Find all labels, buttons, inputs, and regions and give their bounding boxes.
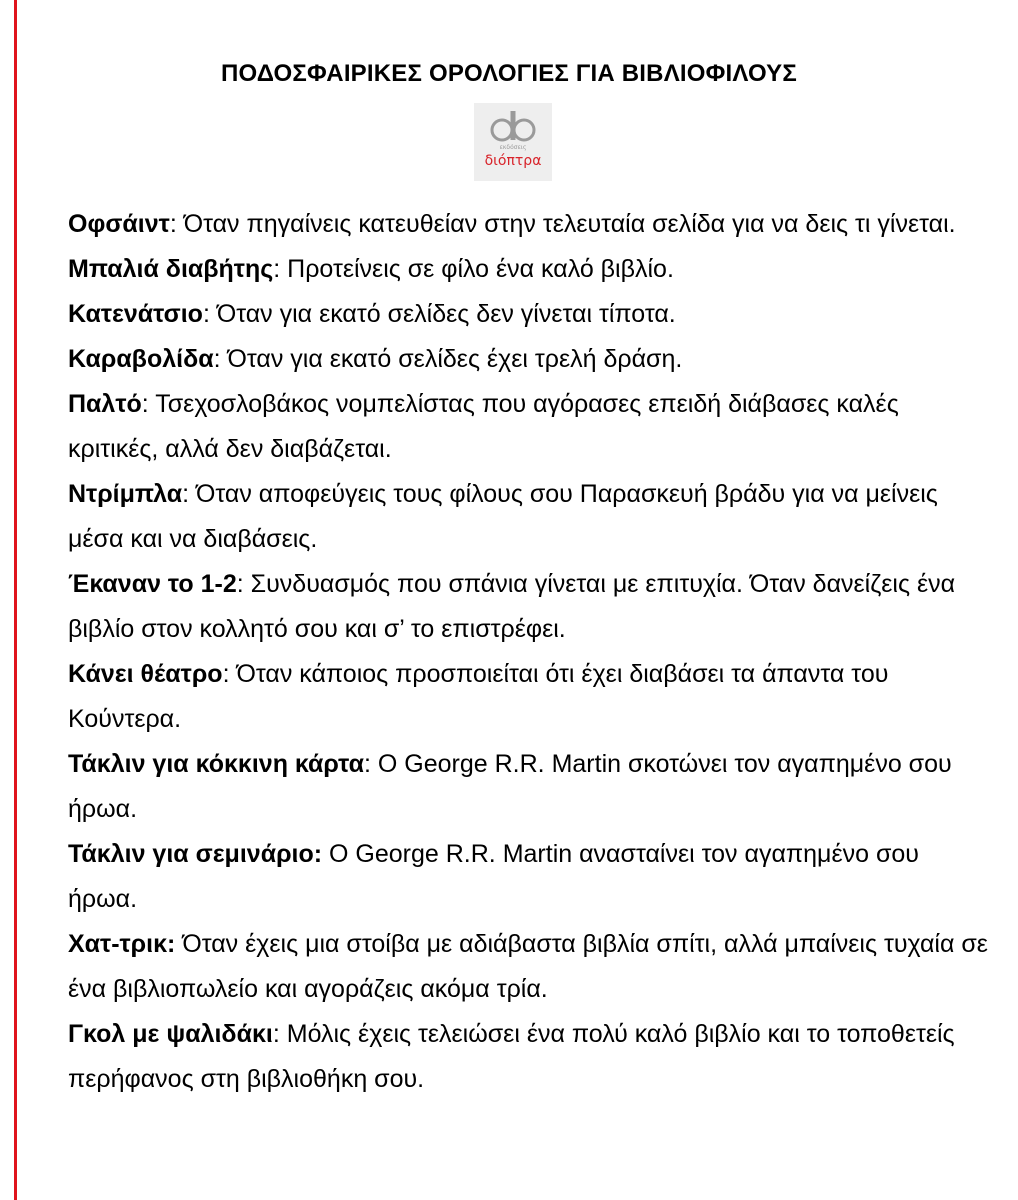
glossary-entry xyxy=(68,247,988,292)
glossary-entry xyxy=(68,832,988,922)
glossary-entry xyxy=(68,337,988,382)
entry-separator: : xyxy=(182,480,197,508)
entry-definition: Όταν πηγαίνεις κατευθείαν στην τελευταία σελίδα για να δεις τι γίνεται. xyxy=(183,210,956,238)
entry-term: Τάκλιν για σεμινάριο: xyxy=(68,840,323,868)
entry-separator: : xyxy=(202,300,217,328)
entry-definition: Όταν αποφεύγεις τους φίλους σου Παρασκευή βράδυ για να μείνεις μέσα και να διαβάσεις. xyxy=(68,480,938,553)
glossary-entry xyxy=(68,562,988,652)
entry-definition: Όταν για εκατό σελίδες δεν γίνεται τίποτα. xyxy=(216,300,676,328)
entry-term: Κατενάτσιο xyxy=(68,300,203,328)
glossary-entry xyxy=(68,742,988,832)
entry-term: Χατ-τρικ: xyxy=(68,930,176,958)
entry-term: Ντρίμπλα xyxy=(68,480,183,508)
entry-term: Οφσάιντ xyxy=(68,210,170,238)
logo-small-text: εκδόσεις xyxy=(499,144,527,151)
glossary-entry xyxy=(68,202,988,247)
entry-definition: Ο George R.R. Martin σκοτώνει τον αγαπημένο σου ήρωα. xyxy=(68,750,952,823)
glossary-entry xyxy=(68,472,988,562)
entry-term: Γκολ με ψαλιδάκι xyxy=(68,1020,273,1048)
entry-definition: Όταν έχεις μια στοίβα με αδιάβαστα βιβλία σπίτι, αλλά μπαίνεις τυχαία σε ένα βιβλιοπωλείο και αγοράζεις ακόμα τρία. xyxy=(68,930,988,1003)
entry-separator: : xyxy=(222,660,237,688)
red-margin-line xyxy=(14,0,17,1200)
entry-term: Τάκλιν για κόκκινη κάρτα xyxy=(68,750,364,778)
entry-term: Καραβολίδα xyxy=(68,345,214,373)
entry-term: Κάνει θέατρο xyxy=(68,660,223,688)
entry-term: Μπαλιά διαβήτης xyxy=(68,255,274,283)
entry-definition: Ο George R.R. Martin ανασταίνει τον αγαπημένο σου ήρωα. xyxy=(68,840,919,913)
glossary-entry xyxy=(68,652,988,742)
entry-definition: Όταν κάποιος προσποιείται ότι έχει διαβάσει τα άπαντα του Κούντερα. xyxy=(68,660,889,733)
entry-term: Έκαναν το 1-2 xyxy=(68,570,237,598)
entry-definition: Μόλις έχεις τελειώσει ένα πολύ καλό βιβλίο και το τοποθετείς περήφανος στη βιβλιοθήκη σου. xyxy=(68,1020,955,1093)
entry-separator: : xyxy=(364,750,378,778)
entry-separator: : xyxy=(273,255,288,283)
glossary-entry xyxy=(68,922,988,1012)
glossary-list xyxy=(68,202,988,1102)
entry-definition: Προτείνεις σε φίλο ένα καλό βιβλίο. xyxy=(287,255,674,283)
publisher-logo-graphic xyxy=(474,103,552,181)
entry-definition: Συνδυασμός που σπάνια γίνεται με επιτυχία. Όταν δανείζεις ένα βιβλίο στον κολλητό σου και σ’ το επιστρέφει. xyxy=(68,570,956,643)
entry-definition: Τσεχοσλοβάκος νομπελίστας που αγόρασες επειδή διάβασες καλές κριτικές, αλλά δεν διαβάζεται. xyxy=(68,390,899,463)
glossary-entry xyxy=(68,1012,988,1102)
publisher-logo xyxy=(474,103,552,181)
entry-separator: : xyxy=(272,1020,287,1048)
page-title: ΠΟΔΟΣΦΑΙΡΙΚΕΣ ΟΡΟΛΟΓΙΕΣ ΓΙΑ ΒΙΒΛΙΟΦΙΛΟΥΣ xyxy=(221,60,797,88)
entry-separator xyxy=(322,840,329,868)
entry-term: Παλτό xyxy=(68,390,142,418)
entry-separator: : xyxy=(141,390,156,418)
glossary-entry xyxy=(68,292,988,337)
entry-separator: : xyxy=(213,345,228,373)
entry-separator: : xyxy=(169,210,184,238)
logo-name: διόπτρα xyxy=(484,153,542,169)
entry-separator: : xyxy=(236,570,251,598)
glossary-entry xyxy=(68,382,988,472)
entry-definition: Όταν για εκατό σελίδες έχει τρελή δράση. xyxy=(227,345,683,373)
